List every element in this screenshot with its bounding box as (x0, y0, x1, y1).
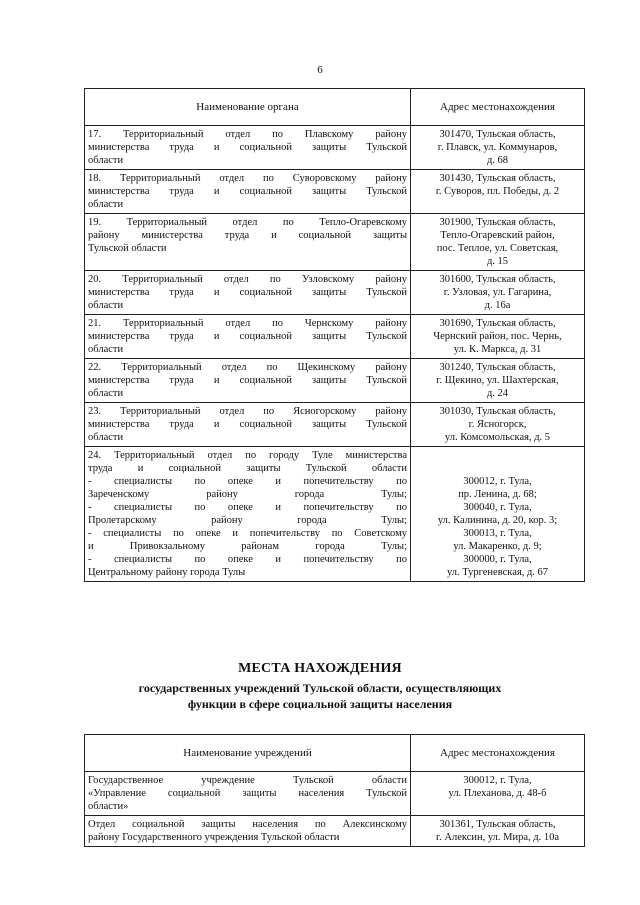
address-line: ул. Калинина, д. 20, кор. 3; (437, 515, 558, 526)
address-line: Тепло-Огаревский район, (440, 230, 555, 241)
address-line: г. Алексин, ул. Мира, д. 10а (436, 832, 559, 843)
organ-name-cell (85, 271, 411, 315)
address-line: д. 68 (486, 155, 509, 166)
column-header-address: Адрес местонахождения (411, 89, 585, 126)
name-line: Центральному району города Тулы (88, 567, 246, 578)
address-cell (411, 772, 585, 816)
name-line: и Привокзальному районам города Тулы; (88, 541, 407, 552)
table-row (85, 271, 585, 315)
name-line: 18. Территориальный отдел по Суворовскому району (88, 173, 407, 184)
name-line: «Управление социальной защиты населения Тульской (88, 788, 407, 799)
name-line: 23. Территориальный отдел по Ясногорскому району (88, 406, 407, 417)
organ-name-cell (85, 126, 411, 170)
organ-name-cell (85, 772, 411, 816)
address-line: 301900, Тульская область, (439, 217, 556, 228)
column-header-address: Адрес местонахождения (411, 735, 585, 772)
name-line: Тульской области (88, 243, 167, 254)
table-row (85, 772, 585, 816)
name-line: - специалисты по опеке и попечительству по Советскому (88, 528, 407, 539)
address-line: 301430, Тульская область, (439, 173, 556, 184)
table-row (85, 170, 585, 214)
name-line: - специалисты по опеке и попечительству по (88, 502, 407, 513)
section-subtitle-line2: функции в сфере социальной защиты населения (187, 697, 453, 711)
name-line: Пролетарскому району города Тулы; (88, 515, 407, 526)
address-line: Чернский район, пос. Чернь, (433, 331, 562, 342)
name-line: - специалисты по опеке и попечительству по (88, 476, 407, 487)
name-line: Отдел социальной защиты населения по Алексинскому (88, 819, 407, 830)
name-line: министерства труда и социальной защиты Тульской (88, 287, 407, 298)
address-line: д. 15 (486, 256, 509, 267)
name-line: 22. Территориальный отдел по Щекинскому району (88, 362, 407, 373)
address-line: д. 16а (484, 300, 511, 311)
name-line: области (88, 432, 124, 443)
name-line: области» (88, 801, 129, 812)
table-row (85, 315, 585, 359)
name-line: Государственное учреждение Тульской области (88, 775, 407, 786)
address-cell (411, 126, 585, 170)
table-row (85, 359, 585, 403)
address-line: ул. Макаренко, д. 9; (453, 541, 542, 552)
address-line: г. Узловая, ул. Гагарина, (443, 287, 552, 298)
institutions-table (84, 734, 585, 847)
name-line: области (88, 344, 124, 355)
address-line: пр. Ленина, д. 68; (458, 489, 537, 500)
name-line: 21. Территориальный отдел по Чернскому району (88, 318, 407, 329)
name-line: 20. Территориальный отдел по Узловскому району (88, 274, 407, 285)
table-row (85, 447, 585, 582)
name-line: 24. Территориальный отдел по городу Туле министерства (88, 450, 407, 461)
address-line: 301030, Тульская область, (439, 406, 556, 417)
address-cell (411, 447, 585, 582)
organ-name-cell (85, 315, 411, 359)
address-line: ул. Комсомольская, д. 5 (444, 432, 551, 443)
address-cell (411, 315, 585, 359)
address-line: 300012, г. Тула, (463, 775, 532, 786)
address-line: 301470, Тульская область, (439, 129, 556, 140)
column-header-name: Наименование органа (85, 89, 411, 126)
name-line: министерства труда и социальной защиты Тульской (88, 142, 407, 153)
name-line: району министерства труда и социальной защиты (88, 230, 407, 241)
section-subtitle-line1: государственных учреждений Тульской области, осуществляющих (138, 681, 502, 695)
address-line (414, 449, 581, 462)
address-line (414, 462, 581, 475)
address-line: 301240, Тульская область, (439, 362, 556, 373)
name-line: 17. Территориальный отдел по Плавскому району (88, 129, 407, 140)
address-line: г. Суворов, пл. Победы, д. 2 (435, 186, 560, 197)
name-line: Зареченскому району города Тулы; (88, 489, 407, 500)
name-line: области (88, 199, 124, 210)
organ-name-cell (85, 170, 411, 214)
address-cell (411, 403, 585, 447)
name-line: министерства труда и социальной защиты Тульской (88, 375, 407, 386)
address-line: 300040, г. Тула, (463, 502, 532, 513)
table-header-row (85, 89, 585, 126)
address-line: г. Щекино, ул. Шахтерская, (436, 375, 559, 386)
section-title: МЕСТА НАХОЖДЕНИЯ (238, 661, 402, 676)
table-row (85, 126, 585, 170)
column-header-name: Наименование учреждений (85, 735, 411, 772)
name-line: области (88, 300, 124, 311)
name-line: - специалисты по опеке и попечительству по (88, 554, 407, 565)
address-cell (411, 170, 585, 214)
name-line: району Государственного учреждения Тульской области (88, 832, 340, 843)
name-line: области (88, 155, 124, 166)
address-line: 301361, Тульская область, (439, 819, 556, 830)
table-row (85, 214, 585, 271)
name-line: министерства труда и социальной защиты Тульской (88, 186, 407, 197)
address-line: 301690, Тульская область, (439, 318, 556, 329)
name-line: труда и социальной защиты Тульской области (88, 463, 407, 474)
address-cell (411, 816, 585, 847)
address-cell (411, 271, 585, 315)
address-line: д. 24 (486, 388, 509, 399)
address-line: г. Плавск, ул. Коммунаров, (437, 142, 558, 153)
page-number: 6 (317, 64, 323, 76)
organ-name-cell (85, 447, 411, 582)
name-line: 19. Территориальный отдел по Тепло-Огаревскому (88, 217, 407, 228)
name-line: министерства труда и социальной защиты Тульской (88, 331, 407, 342)
address-line: пос. Теплое, ул. Советская, (436, 243, 559, 254)
organ-name-cell (85, 403, 411, 447)
address-line: 300000, г. Тула, (463, 554, 532, 565)
address-line: ул. Плеханова, д. 48-б (448, 788, 547, 799)
table-row (85, 816, 585, 847)
table-row (85, 403, 585, 447)
address-cell (411, 359, 585, 403)
address-cell (411, 214, 585, 271)
address-line: 300012, г. Тула, (463, 476, 532, 487)
address-line: 300013, г. Тула, (463, 528, 532, 539)
organs-table (84, 88, 585, 582)
name-line: области (88, 388, 124, 399)
table-header-row (85, 735, 585, 772)
address-line: г. Ясногорск, (468, 419, 527, 430)
address-line: ул. Тургеневская, д. 67 (446, 567, 549, 578)
organ-name-cell (85, 214, 411, 271)
organ-name-cell (85, 359, 411, 403)
address-line: 301600, Тульская область, (439, 274, 556, 285)
name-line: министерства труда и социальной защиты Тульской (88, 419, 407, 430)
address-line: ул. К. Маркса, д. 31 (453, 344, 542, 355)
organ-name-cell (85, 816, 411, 847)
